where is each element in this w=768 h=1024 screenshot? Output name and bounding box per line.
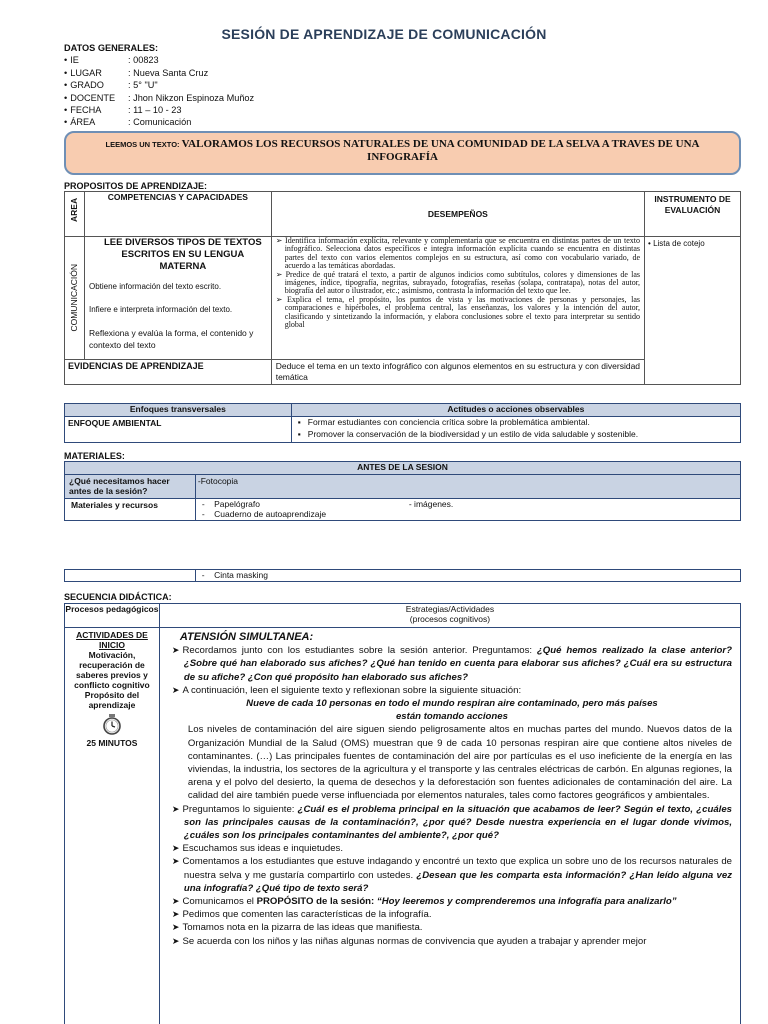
dato-row — [64, 54, 254, 66]
actitud-text: Formar estudiantes con conciencia crítica sobre la problemática ambiental. — [307, 417, 590, 427]
secuencia-table — [64, 603, 741, 1024]
strategy-purpose-label: PROPÓSITO de la sesión: — [256, 896, 377, 908]
strategy-text: Preguntamos lo siguiente: — [182, 803, 298, 815]
desempenos-cell — [271, 237, 644, 360]
estrategias-content — [159, 628, 740, 1024]
materiales-label: Materiales y recursos — [65, 499, 196, 521]
tiempo-label: 25 MINUTOS — [86, 738, 138, 748]
clock-icon — [101, 713, 123, 737]
enfoque-name: ENFOQUE AMBIENTAL — [65, 417, 292, 443]
antes-header: ANTES DE LA SESION — [65, 462, 741, 475]
dato-value: : 5° "U" — [128, 80, 158, 91]
dato-label: • FECHA — [64, 104, 128, 116]
dato-label: • GRADO — [64, 79, 128, 91]
materiales-heading: MATERIALES: — [64, 451, 125, 461]
material-item: - Papelógrafo - imágenes. — [201, 499, 454, 509]
capacidad-item: Reflexiona y evalúa la forma, el contenido y contexto del texto — [88, 328, 254, 350]
col-area-label: AREA — [69, 197, 80, 223]
empty-cell — [65, 570, 196, 582]
material-item: - Cinta masking — [195, 570, 740, 582]
banner-prefix: LEEMOS UN TEXTO: — [105, 140, 182, 149]
estrategias-header — [159, 604, 740, 628]
session-title-banner — [64, 131, 741, 175]
strategy-item — [172, 855, 732, 895]
actitud-text: Promover la conservación de la biodiversidad y un estilo de vida saludable y sostenible. — [307, 428, 639, 439]
desempeno-item: ➢ Predice de qué tratará el texto, a partir de algunos indicios como subtítulos, colores y dimensiones de las imágenes, índice, tipografía, negritas, subrayado, fotografías, reseñas (solapa, contratapa), notas del autor, biografía del autor o ilustrador, etc.; asimismo, contrasta la información del texto que lee. — [275, 269, 641, 296]
dato-label: • DOCENTE — [64, 92, 128, 104]
strategy-text: Tomamos nota en la pizarra de las ideas que manifiesta. — [182, 922, 423, 934]
material-item: - Cuaderno de autoaprendizaje — [201, 509, 327, 519]
dato-label: • IE — [64, 54, 128, 66]
dato-row — [64, 116, 254, 128]
quote-body: Los niveles de contaminación del aire siguen siendo peligrosamente altos en muchas partes del mundo. Nuevos datos de la Organización Mundial de la Salud (OMS) muestran que 9 de cada 10 personas respiran aire que contiene altos niveles de contaminantes. (…) Las principales fuentes de contaminación del aire por partículas es el uso ineficiente de la energía en las viviendas, la industria, los sectores de la agricultura y el transporte y las centrales eléctricas de carbón. En algunas regiones, la arena y el polvo del desierto, la quema de desechos y la deforestación son fuentes adicionales de contaminación del aire. La calidad del aire también puede verse influenciada por elementos naturales, tales como factores geográficos y ambientales. — [187, 724, 732, 802]
desempeno-text: Explica el tema, el propósito, los puntos de vista y las motivaciones de personas y personajes, las comparaciones e hipérboles, el problema central, las enseñanzas, los valores y la intención del autor, clasificando y sintetizando la información, y elabora conclusiones sobre el texto para interpretar su sentido global — [284, 294, 641, 330]
desempeno-item: ➢ Identifica información explícita, relevante y complementaria que se encuentra en distintas partes de un texto infográfico. Selecciona datos específicos e integra información explícita cuando se encuentra en distintas partes del texto con varios elementos complejos en su estructura, así como con vocabulario variado, de acuerdo a las temáticas abordadas. — [275, 236, 641, 271]
antes-answer: -Fotocopia — [195, 475, 740, 499]
propositos-heading: PROPOSITOS DE APRENDIZAJE: — [64, 181, 208, 191]
material-text: Papelógrafo — [214, 499, 260, 509]
material-text: Cuaderno de autoaprendizaje — [214, 509, 327, 519]
procesos-list: Motivación, recuperación de saberes previos y conflicto cognitivo Propósito del aprendizaje — [74, 650, 150, 710]
desempeno-text: Predice de qué tratará el texto, a partir de algunos indicios como subtítulos, colores y dimensiones de las imágenes, índice, tipografía, negritas, subrayado, fotografías, reseñas (solapa, contratapa), notas del autor, biografía del autor o ilustrador, etc.; asimismo, contrasta la información del texto que lee. — [284, 269, 641, 296]
datos-generales — [64, 42, 254, 129]
materiales-list — [195, 499, 740, 521]
dato-value: : Jhon Nikzon Espinoza Muñoz — [128, 92, 255, 103]
strategy-item — [172, 803, 732, 843]
estrategias-subtitle: (procesos cognitivos) — [409, 614, 491, 624]
strategy-item — [172, 644, 732, 684]
evidencias-value: Deduce el tema en un texto infográfico con algunos elementos en su estructura y con diversidad temática — [271, 360, 644, 385]
dato-value: : 11 – 10 - 23 — [128, 105, 182, 116]
instrumento-cell: • Lista de cotejo — [645, 237, 741, 385]
capacidad-item: Infiere e interpreta información del texto. — [88, 305, 233, 314]
dato-row — [64, 79, 254, 91]
propositos-table — [64, 191, 741, 385]
procesos-header: Procesos pedagógicos — [65, 604, 160, 628]
desempeno-text: Identifica información explícita, relevante y complementaria que se encuentra en distintas partes de un texto infográfico. Selecciona datos específicos e integra información explícita cuando se encuentra en distintas partes del texto con varios elementos complejos en su estructura, así como con vocabulario variado, de acuerdo a las temáticas abordadas. — [284, 236, 641, 271]
dato-value: : 00823 — [128, 55, 159, 66]
dato-row — [64, 67, 254, 79]
dato-label: • ÁREA — [64, 116, 128, 128]
strategy-text: Comentamos a los estudiantes que estuve indagando y encontré un texto que explica un sobre uno de los recursos naturales de nuestra selva y me gustaría compartirlo con ustedes. — [182, 856, 732, 881]
materiales-table — [64, 461, 741, 521]
strategy-item — [172, 935, 732, 948]
estrategias-title: Estrategias/Actividades — [405, 604, 495, 614]
procesos-inicio-cell — [65, 628, 160, 1024]
strategy-item — [172, 842, 732, 855]
col-instr-header: INSTRUMENTO DE EVALUACIÓN — [645, 192, 741, 237]
instrumento-value: Lista de cotejo — [653, 239, 705, 248]
actitudes-col-header: Actitudes o acciones observables — [291, 404, 740, 417]
col-desemp-header: DESEMPEÑOS — [271, 192, 644, 237]
strategy-text: Se acuerda con los niños y las niñas algunas normas de convivencia que ayuden a trabajar y aprender mejor — [182, 935, 647, 947]
strategy-questions: ¿Cuál es el problema principal en la situación que acabamos de leer? Según el texto, ¿cuáles son las principales causas de la contaminación?, ¿por qué? Desde nuestra experiencia en el lugar donde vivimos, ¿cuáles son los principales contaminantes del ambiente?, ¿por qué? — [183, 803, 732, 842]
dato-row — [64, 104, 254, 116]
dato-label: • LUGAR — [64, 67, 128, 79]
page-title: SESIÓN DE APRENDIZAJE DE COMUNICACIÓN — [221, 26, 547, 42]
evidencias-label: EVIDENCIAS DE APRENDIZAJE — [65, 360, 272, 385]
quote-title — [172, 697, 732, 723]
strategy-questions: ¿Qué hemos realizado la clase anterior? ¿Sobre qué han elaborado sus afiches? ¿Qué han tenido en cuenta para elaborar sus afiches? ¿Cuál era su estructura de su afiche? ¿Con qué propósito han elaborado sus afiches? — [183, 645, 732, 683]
strategy-text: Recordamos junto con los estudiantes sobre la sesión anterior. Preguntamos: — [182, 645, 537, 657]
strategy-questions: ¿Desean que les comparta esta información? ¿Han leído alguna vez una infografía? ¿Qué tipo de texto será? — [183, 869, 732, 894]
dato-value: : Comunicación — [128, 117, 192, 128]
strategy-item — [172, 895, 732, 908]
secuencia-heading: SECUENCIA DIDÁCTICA: — [64, 592, 172, 602]
strategy-purpose: “Hoy leeremos y comprenderemos una infografía para analizarlo” — [376, 896, 677, 908]
strategy-text: Escuchamos sus ideas e inquietudes. — [182, 843, 343, 855]
quote-title-line: Nueve de cada 10 personas en todo el mundo respiran aire contaminado, pero más países — [246, 698, 658, 710]
quote-title-line: están tomando acciones — [395, 711, 508, 723]
competencias-cell — [84, 237, 271, 360]
antes-question: ¿Qué necesitamos hacer antes de la sesión? — [65, 475, 196, 499]
capacidad-item: Obtiene información del texto escrito. — [88, 282, 222, 291]
col-comp-header: COMPETENCIAS Y CAPACIDADES — [84, 192, 271, 237]
desempeno-item: ➢ Explica el tema, el propósito, los puntos de vista y las motivaciones de personas y personajes, las comparaciones e hipérboles, el problema central, las enseñanzas, los valores y la intención del autor, clasificando y sintetizando la información, y elabora conclusiones sobre el texto para interpretar su sentido global — [275, 294, 641, 330]
material-text: Cinta masking — [214, 570, 268, 580]
actitud-item: ▪ Formar estudiantes con conciencia crítica sobre la problemática ambiental. — [297, 417, 590, 427]
actitud-item: ▪ Promover la conservación de la biodiversidad y un estilo de vida saludable y sostenible. — [297, 428, 639, 439]
dato-value: : Nueva Santa Cruz — [128, 67, 209, 78]
materiales-continuation-table — [64, 569, 741, 582]
material-item-right: - imágenes. — [408, 499, 454, 509]
strategy-text: Comunicamos el — [182, 896, 257, 908]
actitudes-cell — [291, 417, 740, 443]
inicio-label: ACTIVIDADES DE INICIO — [76, 630, 148, 650]
area-cell — [65, 237, 85, 360]
col-area-header — [65, 192, 85, 237]
strategy-item — [172, 908, 732, 921]
enfoques-col-header: Enfoques transversales — [65, 404, 292, 417]
banner-text: VALORAMOS LOS RECURSOS NATURALES DE UNA COMUNIDAD DE LA SELVA A TRAVES DE UNA INFOGRAFÍA — [181, 138, 700, 163]
strategy-text: Pedimos que comenten las características de la infografía. — [182, 909, 432, 921]
strategy-item — [172, 921, 732, 934]
area-value: COMUNICACIÓN — [69, 264, 80, 332]
dato-row — [64, 92, 254, 104]
strategy-text: A continuación, leen el siguiente texto y reflexionan sobre la siguiente situación: — [182, 684, 522, 696]
competencia-title: LEE DIVERSOS TIPOS DE TEXTOS ESCRITOS EN SU LENGUA MATERNA — [104, 237, 262, 272]
atencion-heading: ATENSIÓN SIMULTANEA: — [179, 631, 314, 643]
strategy-item — [172, 684, 732, 697]
datos-heading: DATOS GENERALES: — [64, 43, 159, 53]
enfoques-table — [64, 403, 741, 443]
